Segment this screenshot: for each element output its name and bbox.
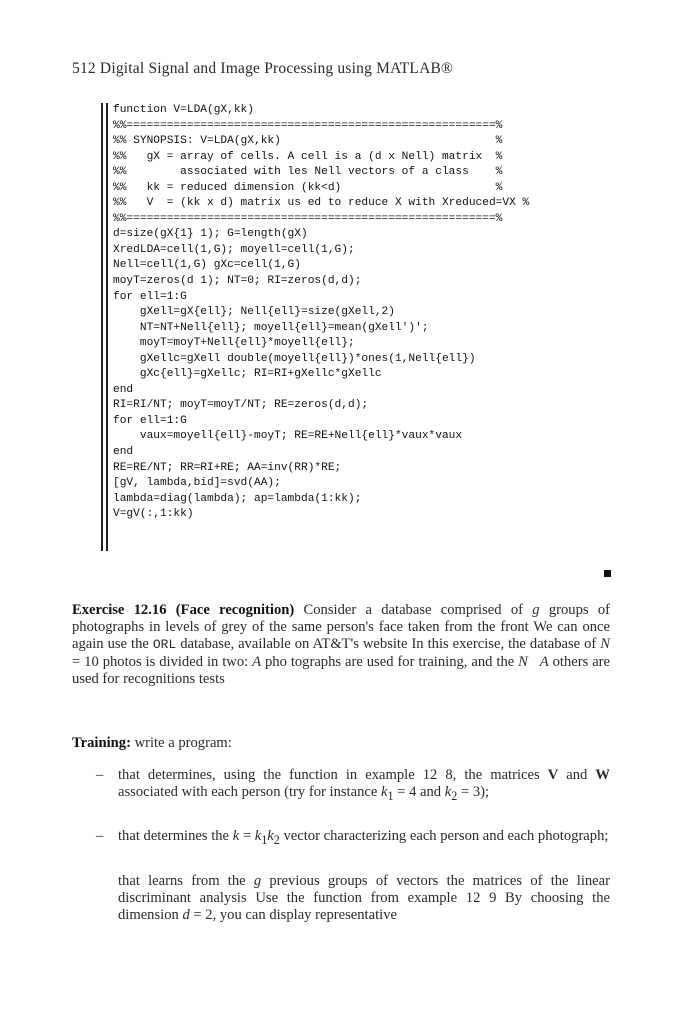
code-line: Nell=cell(1,G) gXc=cell(1,G) <box>113 259 301 272</box>
code-line: d=size(gX{1} 1); G=length(gX) <box>113 228 308 241</box>
code-line: for ell=1:G <box>113 414 187 427</box>
code-listing <box>101 103 621 551</box>
end-of-example-square-icon <box>604 570 611 577</box>
bullet-dash: – <box>96 828 104 844</box>
code-line: RI=RI/NT; moyT=moyT/NT; RE=zeros(d,d); <box>113 399 369 412</box>
code-lines <box>113 103 529 523</box>
code-line: %% associated with les Nell vectors of a class % <box>113 166 503 179</box>
list-item: – that determines the $k = k_1k_2$ vector characterizing each person and each photograph; <box>96 828 609 847</box>
exercise-title: Exercise 12.16 (Face recognition) <box>72 602 295 618</box>
code-line: NT=NT+Nell{ell}; moyell{ell}=mean(gXell')'; <box>113 321 429 334</box>
code-rule-right <box>106 103 108 551</box>
code-line: %% V = (kk x d) matrix us ed to reduce X with Xreduced=VX % <box>113 197 530 210</box>
code-line: end <box>113 446 134 459</box>
code-line: gXc{ell}=gXellc; RI=RI+gXellc*gXellc <box>113 368 382 381</box>
training-paragraph: Training: write a program: <box>72 735 232 751</box>
code-line: RE=RE/NT; RR=RI+RE; AA=inv(RR)*RE; <box>113 461 342 474</box>
orl-database-name: ORL <box>152 637 177 653</box>
code-line: [gV, lambda,bid]=svd(AA); <box>113 477 281 490</box>
code-line: %%=======================================================% <box>113 119 503 132</box>
running-head: 512 Digital Signal and Image Processing using MATLAB® <box>72 60 453 77</box>
training-label: Training: <box>72 735 131 751</box>
bullet-dash: – <box>96 767 104 783</box>
code-line: %% kk = reduced dimension (kk<d) % <box>113 181 503 194</box>
code-line: %%=======================================================% <box>113 212 503 225</box>
code-line: gXellc=gXell double(moyell{ell})*ones(1,Nell{ell}) <box>113 352 476 365</box>
exercise-paragraph: Exercise 12.16 (Face recognition) Consider a database comprised of g groups of photographs in levels of grey of the same person's face taken from the front We can once again use the ORL database, available on AT&T's website In this exercise, the database of N = 10 photos is divided in two: A pho tographs are used for training, and the N A others are used for recognitions tests <box>72 602 611 687</box>
code-line: %% SYNOPSIS: V=LDA(gX,kk) % <box>113 135 503 148</box>
list-item: that learns from the g previous groups of vectors the matrices of the linear discriminant analysis Use the function from example 12 9 By choosing the dimension d = 2, you can display representative <box>118 873 610 924</box>
code-line: vaux=moyell{ell}-moyT; RE=RE+Nell{ell}*vaux*vaux <box>113 430 463 443</box>
code-line: %% gX = array of cells. A cell is a (d x Nell) matrix % <box>113 150 503 163</box>
code-rule-left <box>101 103 103 551</box>
list-item: – that determines, using the function in example 12 8, the matrices V and W associated with each person (try for instance $k_1 = 4$ and $k_2 = 3$); <box>96 767 610 804</box>
code-line: XredLDA=cell(1,G); moyell=cell(1,G); <box>113 243 355 256</box>
code-line: end <box>113 383 134 396</box>
code-line: function V=LDA(gX,kk) <box>113 104 254 116</box>
code-line: gXell=gX{ell}; Nell{ell}=size(gXell,2) <box>113 306 395 319</box>
code-line: for ell=1:G <box>113 290 187 303</box>
code-line: V=gV(:,1:kk) <box>113 508 194 521</box>
code-line: lambda=diag(lambda); ap=lambda(1:kk); <box>113 492 362 505</box>
code-line: moyT=zeros(d 1); NT=0; RI=zeros(d,d); <box>113 275 362 288</box>
code-line: moyT=moyT+Nell{ell}*moyell{ell}; <box>113 337 355 350</box>
